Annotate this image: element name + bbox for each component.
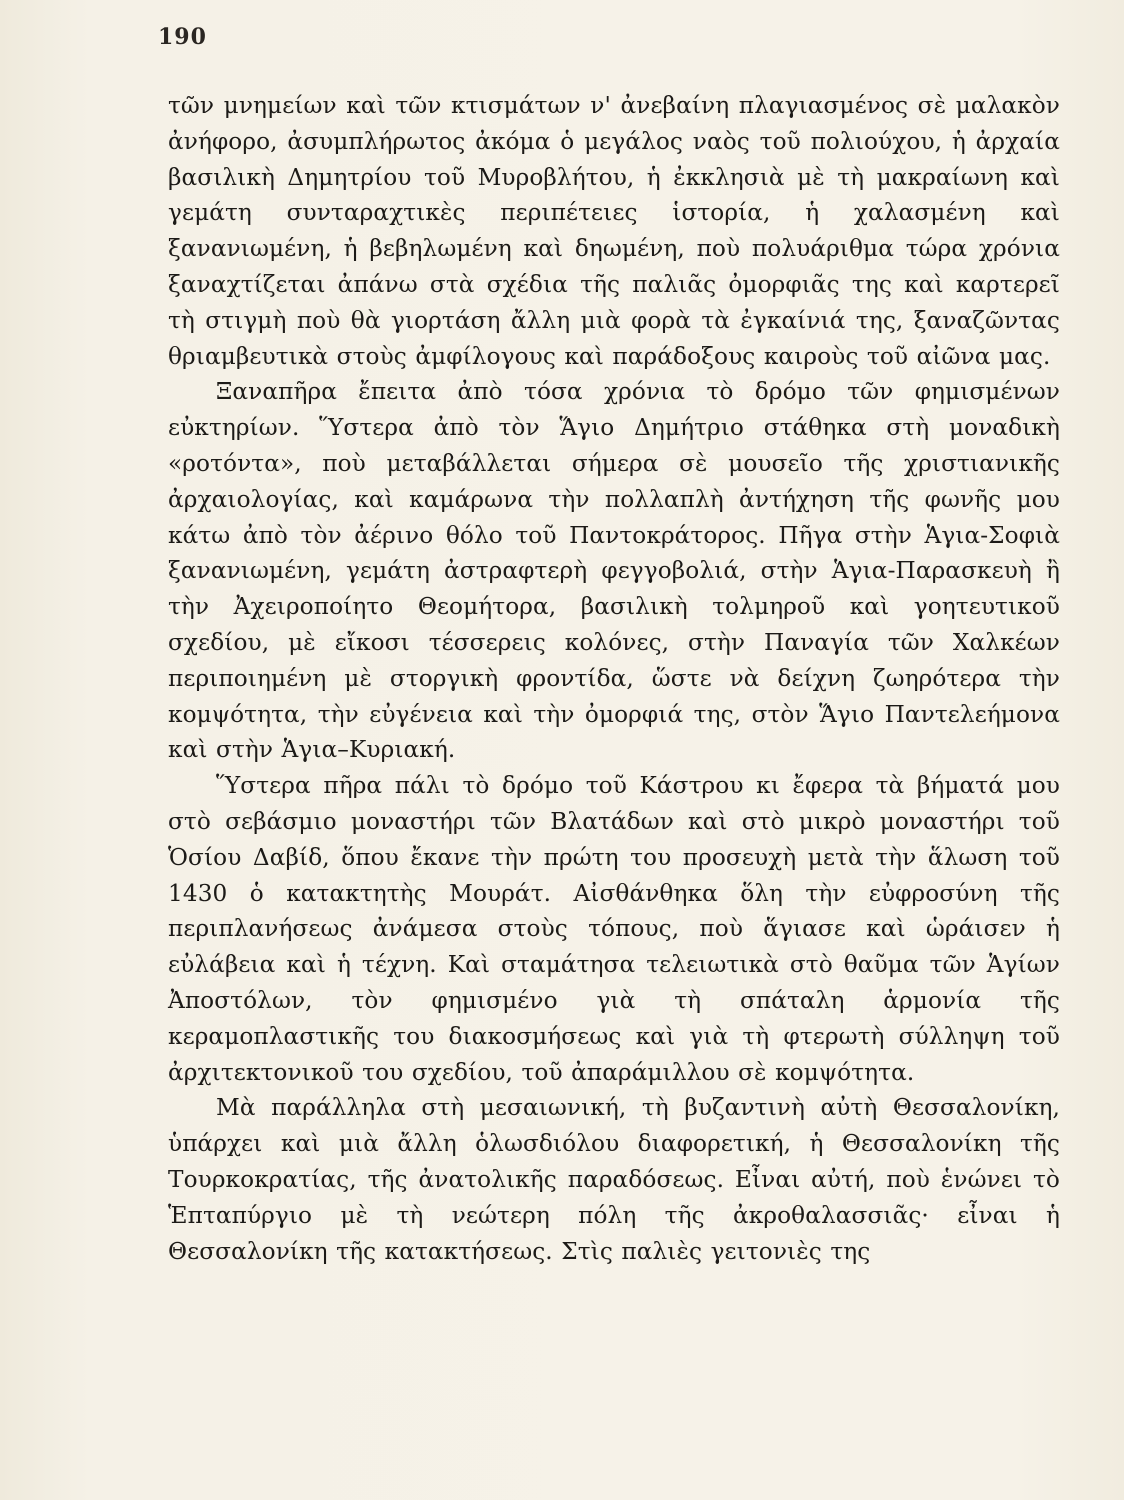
paragraph-2: Ξαναπῆρα ἔπειτα ἀπὸ τόσα χρόνια τὸ δρόμο τῶν φημισμένων εὐκτηρίων. Ὕστερα ἀπὸ τὸν Ἅγιο Δημήτριο στάθηκα στὴ μοναδικὴ «ροτόντα», ποὺ μεταβάλλεται σήμερα σὲ μουσεῖο τῆς χριστιανικῆς ἀρχαιολογίας, καὶ καμάρωνα τὴν πολλαπλὴ ἀντήχηση τῆς φωνῆς μου κάτω ἀπὸ τὸν ἀέρινο θόλο τοῦ Παντοκράτορος. Πῆγα στὴν Ἁγια-Σοφιὰ ξανανιωμένη, γεμάτη ἀστραφτερὴ φεγγοβολιά, στὴν Ἁγια-Παρασκευὴ ἢ τὴν Ἀχειροποίητο Θεομήτορα, βασιλικὴ τολμηροῦ καὶ γοητευτικοῦ σχεδίου, μὲ εἴκοσι τέσσερεις κολόνες, στὴν Παναγία τῶν Χαλκέων περιποιημένη μὲ στοργικὴ φροντίδα, ὥστε νὰ δείχνη ζωηρότερα τὴν κομψότητα, τὴν εὐγένεια καὶ τὴν ὀμορφιά της, στὸν Ἅγιο Παντελεήμονα καὶ στὴν Ἁγια–Κυριακή. — [168, 378, 1060, 764]
page-number: 190 — [158, 24, 207, 50]
body-text — [168, 88, 1060, 1269]
paragraph-1: τῶν μνημείων καὶ τῶν κτισμάτων ν' ἀνεβαίνη πλαγιασμένος σὲ μαλακὸν ἀνήφορο, ἀσυμπλήρωτος ἀκόμα ὁ μεγάλος ναὸς τοῦ πολιούχου, ἡ ἀρχαία βασιλικὴ Δημητρίου τοῦ Μυροβλήτου, ἡ ἐκκλησιὰ μὲ τὴ μακραίωνη καὶ γεμάτη συνταραχτικὲς περιπέτειες ἱστορία, ἡ χαλασμένη καὶ ξανανιωμένη, ἡ βεβηλωμένη καὶ δηωμένη, ποὺ πολυάριθμα τώρα χρόνια ξαναχτίζεται ἀπάνω στὰ σχέδια τῆς παλιᾶς ὀμορφιᾶς της καὶ καρτερεῖ τὴ στιγμὴ ποὺ θὰ γιορτάση ἄλλη μιὰ φορὰ τὰ ἐγκαίνιά της, ξαναζῶντας θριαμβευτικὰ στοὺς ἀμφίλογους καὶ παράδοξους καιροὺς τοῦ αἰῶνα μας. — [168, 92, 1060, 370]
paragraph-3: Ὕστερα πῆρα πάλι τὸ δρόμο τοῦ Κάστρου κι ἔφερα τὰ βήματά μου στὸ σεβάσμιο μοναστήρι τῶν Βλατάδων καὶ στὸ μικρὸ μοναστήρι τοῦ Ὁσίου Δαβίδ, ὅπου ἔκανε τὴν πρώτη του προσευχὴ μετὰ τὴν ἅλωση τοῦ 1430 ὁ κατακτητὴς Μουράτ. Αἰσθάνθηκα ὅλη τὴν εὐφροσύνη τῆς περιπλανήσεως ἀνάμεσα στοὺς τόπους, ποὺ ἅγιασε καὶ ὡράισεν ἡ εὐλάβεια καὶ ἡ τέχνη. Καὶ σταμάτησα τελειωτικὰ στὸ θαῦμα τῶν Ἁγίων Ἀποστόλων, τὸν φημισμένο γιὰ τὴ σπάταλη ἁρμονία τῆς κεραμοπλαστικῆς του διακοσμήσεως καὶ γιὰ τὴ φτερωτὴ σύλληψη τοῦ ἀρχιτεκτονικοῦ του σχεδίου, τοῦ ἀπαράμιλλου σὲ κομψότητα. — [168, 772, 1060, 1086]
paragraph-4: Μὰ παράλληλα στὴ μεσαιωνική, τὴ βυζαντινὴ αὐτὴ Θεσσαλονίκη, ὑπάρχει καὶ μιὰ ἄλλη ὁλωσδιόλου διαφορετική, ἡ Θεσσαλονίκη τῆς Τουρκοκρατίας, τῆς ἀνατολικῆς παραδόσεως. Εἶναι αὐτή, ποὺ ἑνώνει τὸ Ἑπταπύργιο μὲ τὴ νεώτερη πόλη τῆς ἀκροθαλασσιᾶς· εἶναι ἡ Θεσσαλονίκη τῆς κατακτήσεως. Στὶς παλιὲς γειτονιὲς της — [168, 1094, 1060, 1265]
